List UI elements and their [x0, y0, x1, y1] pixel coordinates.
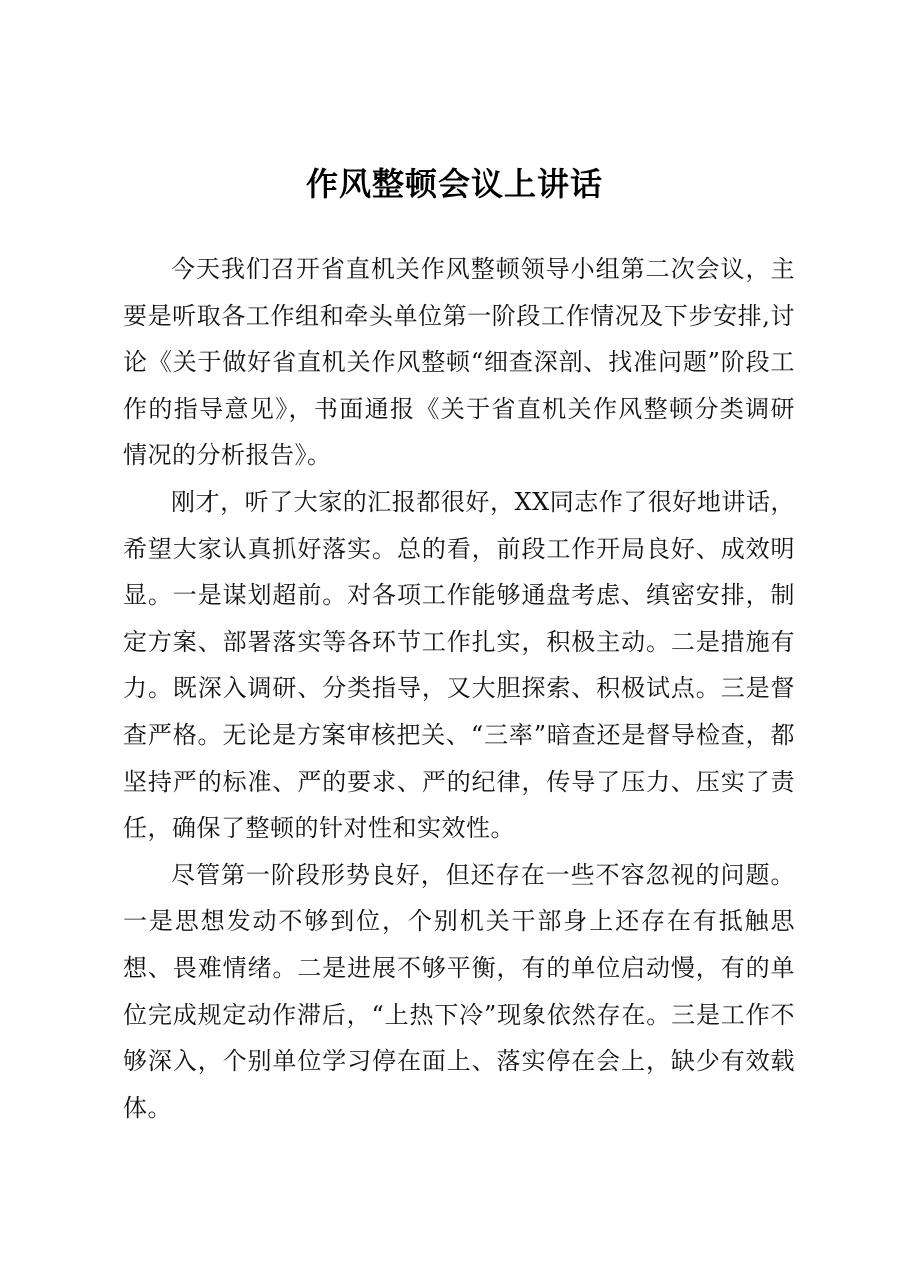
- document-title: 作风整顿会议上讲话: [305, 165, 603, 203]
- paragraph-3: 尽管第一阶段形势良好，但还存在一些不容忽视的问题。一是思想发动不够到位，个别机关干部身上还存在有抵触思想、畏难情绪。二是进展不够平衡，有的单位启动慢，有的单位完成规定动作滞后，“上热下冷”现象依然存在。三是工作不够深入，个别单位学习停在面上、落实停在会上，缺少有效载体。: [123, 860, 795, 1122]
- paragraph-1: 今天我们召开省直机关作风整顿领导小组第二次会议，主要是听取各工作组和牵头单位第一阶段工作情况及下步安排,讨论《关于做好省直机关作风整顿“细查深剖、找准问题”阶段工作的指导意见》，书面通报《关于省直机关作风整顿分类调研情况的分析报告》。: [123, 255, 795, 470]
- paragraph-2: 刚才，听了大家的汇报都很好，XX同志作了很好地讲话，希望大家认真抓好落实。总的看，前段工作开局良好、成效明显。一是谋划超前。对各项工作能够通盘考虑、缜密安排，制定方案、部署落实等各环节工作扎实，积极主动。二是措施有力。既深入调研、分类指导，又大胆探索、积极试点。三是督查严格。无论是方案审核把关、“三率”暗查还是督导检查，都坚持严的标准、严的要求、严的纪律，传导了压力、压实了责任，确保了整顿的针对性和实效性。: [123, 487, 795, 843]
- document-body: [123, 246, 795, 1131]
